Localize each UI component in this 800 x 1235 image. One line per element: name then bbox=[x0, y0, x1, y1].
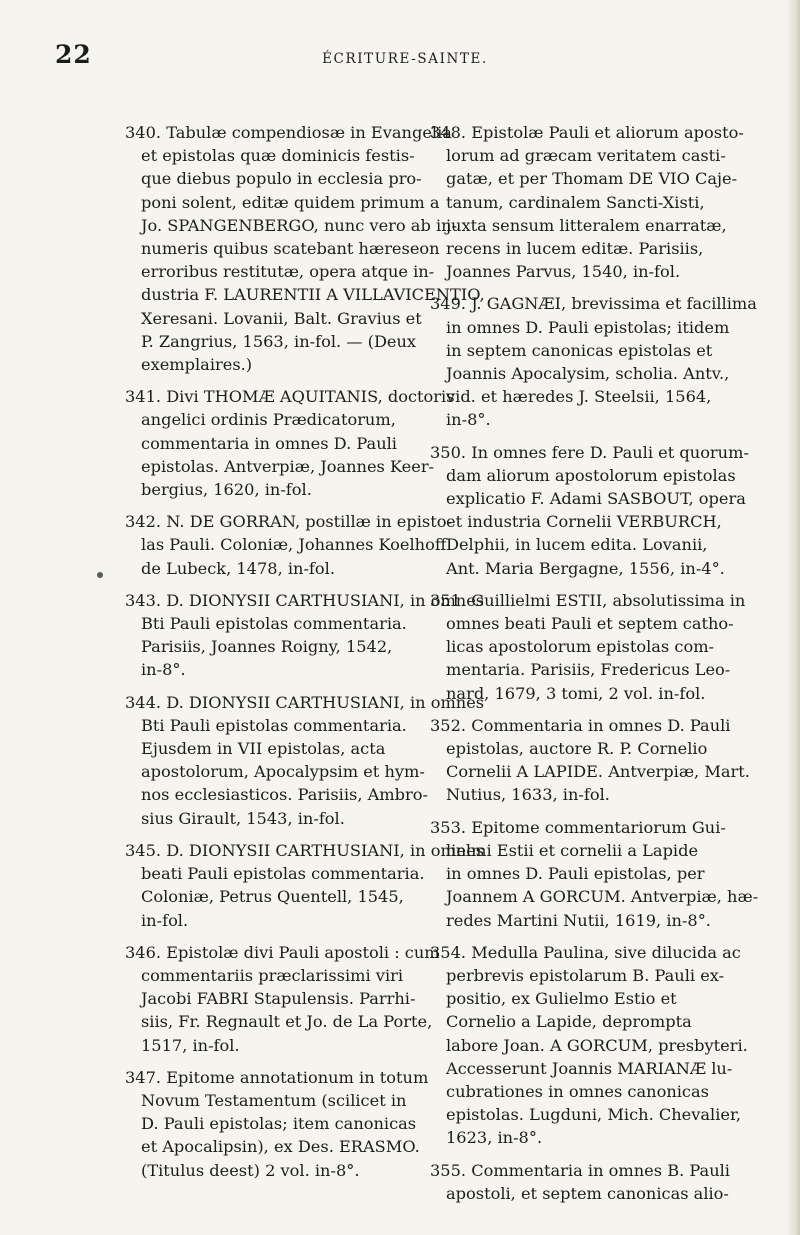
catalog-entry bbox=[125, 839, 485, 932]
entry-line: 1517, in-fol. bbox=[141, 1035, 240, 1055]
entry-line: commentariis præclarissimi viri bbox=[141, 965, 404, 985]
entry-line: 348. Epistolæ Pauli et aliorum aposto- bbox=[430, 123, 744, 142]
catalog-entry bbox=[125, 941, 461, 1057]
entry-line: (Titulus deest) 2 vol. in-8°. bbox=[141, 1160, 360, 1180]
entry-line: beati Pauli epistolas commentaria. bbox=[141, 864, 425, 884]
entry-line: 342. N. DE GORRAN, postillæ in episto- bbox=[125, 512, 452, 532]
catalog-entry bbox=[125, 691, 485, 830]
entry-line: Novum Testamentum (scilicet in bbox=[141, 1090, 407, 1110]
entry-line: gatæ, et per Thomam DE VIO Caje- bbox=[446, 169, 738, 189]
entry-line: sius Girault, 1543, in-fol. bbox=[141, 808, 345, 828]
entry-line: redes Martini Nutii, 1619, in-8°. bbox=[446, 910, 711, 930]
entry-line: 351. Guillielmi ESTII, absolutissima in bbox=[430, 590, 746, 610]
catalog-entry bbox=[430, 441, 766, 580]
entry-line: Cornelii A LAPIDE. Antverpiæ, Mart. bbox=[446, 762, 750, 782]
entry-line: poni solent, editæ quidem primum a bbox=[141, 192, 440, 212]
entry-line: bergius, 1620, in-fol. bbox=[141, 480, 312, 500]
entry-line: positio, ex Gulielmo Estio et bbox=[446, 989, 677, 1009]
entry-line: apostolorum, Apocalypsim et hym- bbox=[141, 762, 425, 782]
entry-line: siis, Fr. Regnault et Jo. de La Porte, bbox=[141, 1012, 433, 1032]
catalog-entry bbox=[125, 385, 461, 501]
entry-line: et industria Cornelii VERBURCH, bbox=[446, 512, 722, 532]
entry-line: et Apocalipsin), ex Des. ERASMO. bbox=[141, 1137, 420, 1157]
entry-line: 355. Commentaria in omnes B. Pauli bbox=[430, 1160, 730, 1180]
entry-line: Delphii, in lucem edita. Lovanii, bbox=[446, 535, 708, 555]
entry-line: que diebus populo in ecclesia pro- bbox=[141, 169, 422, 189]
ink-spot bbox=[97, 572, 103, 578]
entry-line: 1623, in-8°. bbox=[446, 1128, 543, 1148]
entry-line: 340. Tabulæ compendiosæ in Evangelia bbox=[125, 123, 452, 142]
entry-line: epistolas, auctore R. P. Cornelio bbox=[446, 739, 708, 759]
entry-line: Jo. SPANGENBERGO, nunc vero ab in- bbox=[141, 215, 458, 235]
entry-line: 353. Epitome commentariorum Gui- bbox=[430, 817, 726, 837]
catalog-entry bbox=[430, 589, 766, 705]
entry-line: Xeresani. Lovanii, Balt. Gravius et bbox=[141, 308, 422, 328]
entry-line: Ejusdem in VII epistolas, acta bbox=[141, 739, 386, 759]
entry-line: epistolas. Lugduni, Mich. Chevalier, bbox=[446, 1105, 742, 1125]
entry-line: D. Pauli epistolas; item canonicas bbox=[141, 1114, 417, 1134]
catalog-entry bbox=[430, 292, 766, 431]
entry-line: nard, 1679, 3 tomi, 2 vol. in-fol. bbox=[446, 683, 706, 703]
entry-line: dustria F. LAURENTII A VILLAVICENTIO, bbox=[141, 285, 485, 305]
entry-line: omnes beati Pauli et septem catho- bbox=[446, 614, 734, 634]
catalog-entry bbox=[430, 1159, 766, 1205]
entry-line: cubrationes in omnes canonicas bbox=[446, 1081, 709, 1101]
entry-line: et epistolas quæ dominicis festis- bbox=[141, 146, 415, 166]
entry-line: Joannis Apocalysim, scholia. Antv., bbox=[446, 364, 730, 384]
entry-line: angelici ordinis Prædicatorum, bbox=[141, 410, 396, 430]
entry-line: apostoli, et septem canonicas alio- bbox=[446, 1183, 729, 1203]
catalog-entry bbox=[125, 121, 485, 376]
page-number: 22 bbox=[55, 40, 92, 69]
entry-line: in-fol. bbox=[141, 910, 189, 930]
catalog-entry bbox=[430, 121, 766, 283]
catalog-entry bbox=[125, 510, 461, 580]
entry-line: in omnes D. Pauli epistolas, per bbox=[446, 864, 705, 884]
entry-line: in-8°. bbox=[446, 410, 491, 430]
entry-line: Parisiis, Joannes Roigny, 1542, bbox=[141, 637, 393, 657]
entry-line: Accesserunt Joannis MARIANÆ lu- bbox=[446, 1058, 733, 1078]
entry-line: Joannes Parvus, 1540, in-fol. bbox=[446, 262, 681, 282]
entry-line: Bti Pauli epistolas commentaria. bbox=[141, 614, 407, 634]
right-column bbox=[430, 121, 766, 1214]
entry-line: perbrevis epistolarum B. Pauli ex- bbox=[446, 965, 725, 985]
entry-line: P. Zangrius, 1563, in-fol. — (Deux bbox=[141, 331, 417, 351]
left-column bbox=[125, 121, 485, 1191]
entry-line: de Lubeck, 1478, in-fol. bbox=[141, 558, 335, 578]
entry-line: lielmi Estii et cornelii a Lapide bbox=[446, 840, 699, 860]
catalog-entry bbox=[125, 589, 485, 682]
entry-line: Ant. Maria Bergagne, 1556, in-4°. bbox=[446, 558, 725, 578]
entry-line: lorum ad græcam veritatem casti- bbox=[446, 146, 726, 166]
entry-line: dam aliorum apostolorum epistolas bbox=[446, 465, 736, 485]
catalog-entry bbox=[430, 714, 766, 807]
entry-line: mentaria. Parisiis, Fredericus Leo- bbox=[446, 660, 731, 680]
entry-line: Coloniæ, Petrus Quentell, 1545, bbox=[141, 887, 404, 907]
entry-line: las Pauli. Coloniæ, Johannes Koelhoff bbox=[141, 535, 447, 555]
entry-line: nos ecclesiasticos. Parisiis, Ambro- bbox=[141, 785, 428, 805]
entry-line: tanum, cardinalem Sancti-Xisti, bbox=[446, 192, 705, 212]
entry-line: in omnes D. Pauli epistolas; itidem bbox=[446, 317, 730, 337]
entry-line: 344. D. DIONYSII CARTHUSIANI, in omnes bbox=[125, 692, 485, 712]
entry-line: Nutius, 1633, in-fol. bbox=[446, 785, 610, 805]
entry-line: 352. Commentaria in omnes D. Pauli bbox=[430, 715, 731, 735]
entry-line: 349. J. GAGNÆI, brevissima et facillima bbox=[430, 294, 757, 314]
entry-line: juxta sensum litteralem enarratæ, bbox=[446, 215, 727, 235]
entry-line: 347. Epitome annotationum in totum bbox=[125, 1067, 429, 1087]
page-header bbox=[55, 40, 755, 70]
entry-line: numeris quibus scatebant hæreseon bbox=[141, 239, 440, 259]
entry-line: exemplaires.) bbox=[141, 355, 253, 375]
entry-line: 354. Medulla Paulina, sive dilucida ac bbox=[430, 942, 741, 962]
entry-line: 341. Divi THOMÆ AQUITANIS, doctoris bbox=[125, 387, 455, 407]
entry-line: 345. D. DIONYSII CARTHUSIANI, in omnes bbox=[125, 840, 485, 860]
entry-line: commentaria in omnes D. Pauli bbox=[141, 433, 397, 453]
entry-line: vid. et hæredes J. Steelsii, 1564, bbox=[446, 387, 712, 407]
entry-line: Joannem A GORCUM. Antverpiæ, hæ- bbox=[446, 887, 759, 907]
entry-line: in-8°. bbox=[141, 660, 186, 680]
entry-line: epistolas. Antverpiæ, Joannes Keer- bbox=[141, 456, 435, 476]
entry-line: Jacobi FABRI Stapulensis. Parrhi- bbox=[141, 989, 416, 1009]
entry-line: erroribus restitutæ, opera atque in- bbox=[141, 262, 435, 282]
running-head: ÉCRITURE-SAINTE. bbox=[322, 51, 488, 67]
entry-line: Bti Pauli epistolas commentaria. bbox=[141, 715, 407, 735]
entry-line: recens in lucem editæ. Parisiis, bbox=[446, 239, 704, 259]
entry-line: 346. Epistolæ divi Pauli apostoli : cum bbox=[125, 942, 440, 962]
page-edge-shadow bbox=[786, 0, 800, 1235]
catalog-entry bbox=[430, 941, 766, 1150]
entry-line: labore Joan. A GORCUM, presbyteri. bbox=[446, 1035, 748, 1055]
entry-line: licas apostolorum epistolas com- bbox=[446, 637, 715, 657]
entry-line: Cornelio a Lapide, deprompta bbox=[446, 1012, 692, 1032]
catalog-entry bbox=[125, 1066, 461, 1182]
entry-line: explicatio F. Adami SASBOUT, opera bbox=[446, 489, 746, 509]
entry-line: 350. In omnes fere D. Pauli et quorum- bbox=[430, 442, 749, 462]
catalog-entry bbox=[430, 816, 766, 932]
entry-line: 343. D. DIONYSII CARTHUSIANI, in omnes bbox=[125, 590, 485, 610]
entry-line: in septem canonicas epistolas et bbox=[446, 340, 713, 360]
